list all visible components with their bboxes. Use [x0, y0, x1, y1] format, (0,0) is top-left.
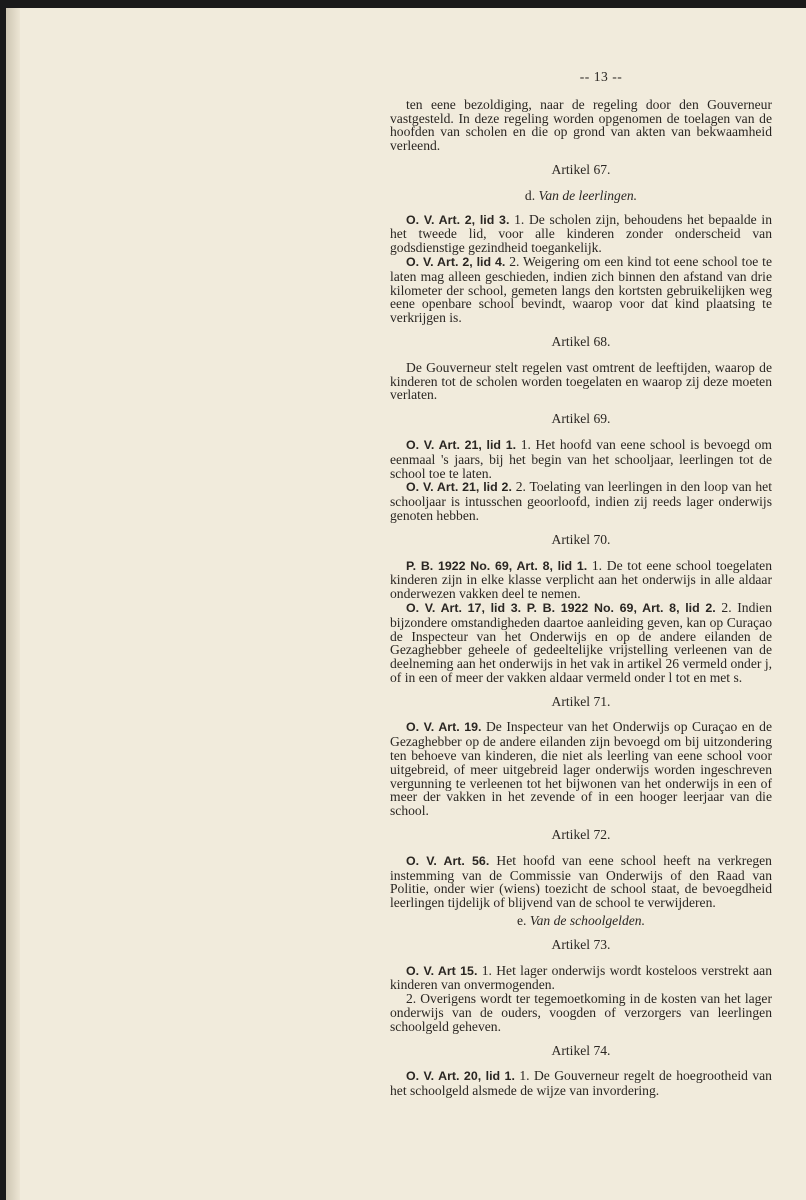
section-letter: d. — [524, 187, 536, 203]
paragraph-text: 1. De Gouverneur regelt de hoegrootheid van het schoolgeld alsmede de wijze van invordering. — [390, 1068, 772, 1099]
paragraph — [390, 361, 772, 402]
paragraph-text: 1. De scholen zijn, behoudens het bepaalde in het tweede lid, voor alle kinderen zonder onderscheid van godsdienstige gezindheid toegankelijk. — [390, 211, 772, 256]
paragraph — [390, 1069, 772, 1098]
article-heading: Artikel 67. — [551, 161, 611, 177]
page-number: -- 13 -- — [579, 69, 623, 84]
section-letter: e. — [517, 913, 527, 929]
legal-reference: O. V. Art. 56. — [406, 853, 490, 868]
paragraph — [390, 480, 772, 522]
section-title: Van de leerlingen. — [538, 187, 638, 203]
article-heading: Artikel 72. — [551, 827, 611, 843]
paragraph — [390, 98, 772, 153]
article-heading: Artikel 68. — [551, 333, 611, 349]
paragraph — [390, 992, 772, 1033]
legal-reference: P. B. 1922 No. 69, Art. 8, lid 1. — [406, 558, 588, 573]
paragraph — [390, 964, 772, 993]
article-heading: Artikel 74. — [551, 1042, 611, 1058]
legal-reference: O. V. Art. 2, lid 3. — [406, 212, 510, 227]
paragraph-text: De Inspecteur van het Onderwijs op Curaçao en de Gezaghebber op de andere eilanden zijn bevoegd om bij uitzondering ten behoeve van kinderen, die niet als leerling van eene school voor uitgebreid, of meer uitgebreid lager onderwijs worden ingeschreven vergunning te verleenen tot het bijwonen van het onderwijs in een of meer der vakken in het zevende of in een hooger leerjaar van die school. — [390, 719, 773, 819]
paragraph — [390, 438, 772, 480]
paragraph-text: 1. Het lager onderwijs wordt kosteloos verstrekt aan kinderen van onvermogenden. — [390, 962, 773, 993]
binding-spine — [6, 8, 20, 1200]
paragraph-text: 2. Overigens wordt ter tegemoetkoming in de kosten van het lager onderwijs van de ouders, voogden of verzorgers van leerlingen schoolgeld geheven. — [390, 991, 772, 1034]
paragraph-text: 1. De tot eene school toegelaten kinderen zijn in elke klasse verplicht aan het onderwijs in alle aldaar onderwezen vakken deel te nemen. — [390, 557, 772, 602]
paragraph-text: De Gouverneur stelt regelen vast omtrent de leeftijden, waarop de kinderen tot de scholen worden toegelaten en waarop zij deze moeten verlaten. — [390, 359, 772, 403]
paragraph-text: 2. Weigering om een kind tot eene school toe te laten mag alleen geschieden, indien zich binnen den afstand van drie kilometer der school, gemeten langs den kortsten gebruikelijken weg eene openbare school bevindt, waarop voor dat kind plaatsing te verkrijgen is. — [390, 253, 772, 326]
paragraph — [390, 720, 772, 818]
legal-reference: O. V. Art. 17, lid 3. P. B. 1922 No. 69, Art. 8, lid 2. — [406, 600, 716, 615]
section-heading — [390, 914, 772, 928]
legal-reference: O. V. Art. 19. — [406, 720, 482, 735]
article-heading: Artikel 71. — [551, 693, 611, 709]
section-heading — [390, 189, 772, 203]
paragraph — [390, 255, 772, 325]
legal-reference: O. V. Art 15. — [406, 963, 478, 978]
paragraph-text: 2. Toelating van leerlingen in den loop van het schooljaar is intusschen geoorloofd, indien zij reeds lager onderwijs genoten hebben. — [390, 479, 772, 523]
article-heading: Artikel 73. — [551, 936, 611, 952]
paragraph-text: 1. Het hoofd van eene school is bevoegd om eenmaal 's jaars, bij het begin van het schooljaar, leerlingen tot de school toe te laten. — [390, 436, 772, 481]
text-column — [390, 70, 772, 1098]
legal-reference: O. V. Art. 20, lid 1. — [406, 1069, 515, 1084]
paragraph — [390, 854, 772, 910]
paragraph-text: ten eene bezoldiging, naar de regeling door den Gouverneur vastgesteld. In deze regeling worden opgenomen de toelagen van de hoofden van scholen en die op grond van akten van bekwaamheid verleend. — [390, 96, 772, 154]
paragraph-text: Het hoofd van eene school heeft na verkregen instemming van de Commissie van Onderwijs of den Raad van Politie, onder wier (wiens) toezicht de school staat, de bevoegdheid leerlingen tijdelijk of blijvend van de school te verwijderen. — [390, 852, 772, 911]
paragraph — [390, 601, 772, 685]
body-flow — [390, 98, 772, 1098]
paragraph — [390, 213, 772, 255]
paragraph — [390, 559, 772, 601]
section-title: Van de schoolgelden. — [529, 913, 645, 929]
document-page — [6, 8, 806, 1200]
legal-reference: O. V. Art. 2, lid 4. — [406, 254, 506, 269]
legal-reference: O. V. Art. 21, lid 1. — [406, 437, 517, 452]
paragraph-text: 2. Indien bijzondere omstandigheden daartoe aanleiding geven, kan op Curaçao de Inspecteur van het Onderwijs en op de andere eilanden de Gezaghebber geheele of gedeeltelijke vrijstelling verleenen van de deelneming aan het onderwijs in het vak in artikel 26 vermeld onder j, of in een of meer der vakken aldaar vermeld onder l tot en met s. — [390, 599, 772, 685]
legal-reference: O. V. Art. 21, lid 2. — [406, 480, 512, 495]
article-heading: Artikel 70. — [551, 531, 611, 547]
article-heading: Artikel 69. — [551, 411, 611, 427]
